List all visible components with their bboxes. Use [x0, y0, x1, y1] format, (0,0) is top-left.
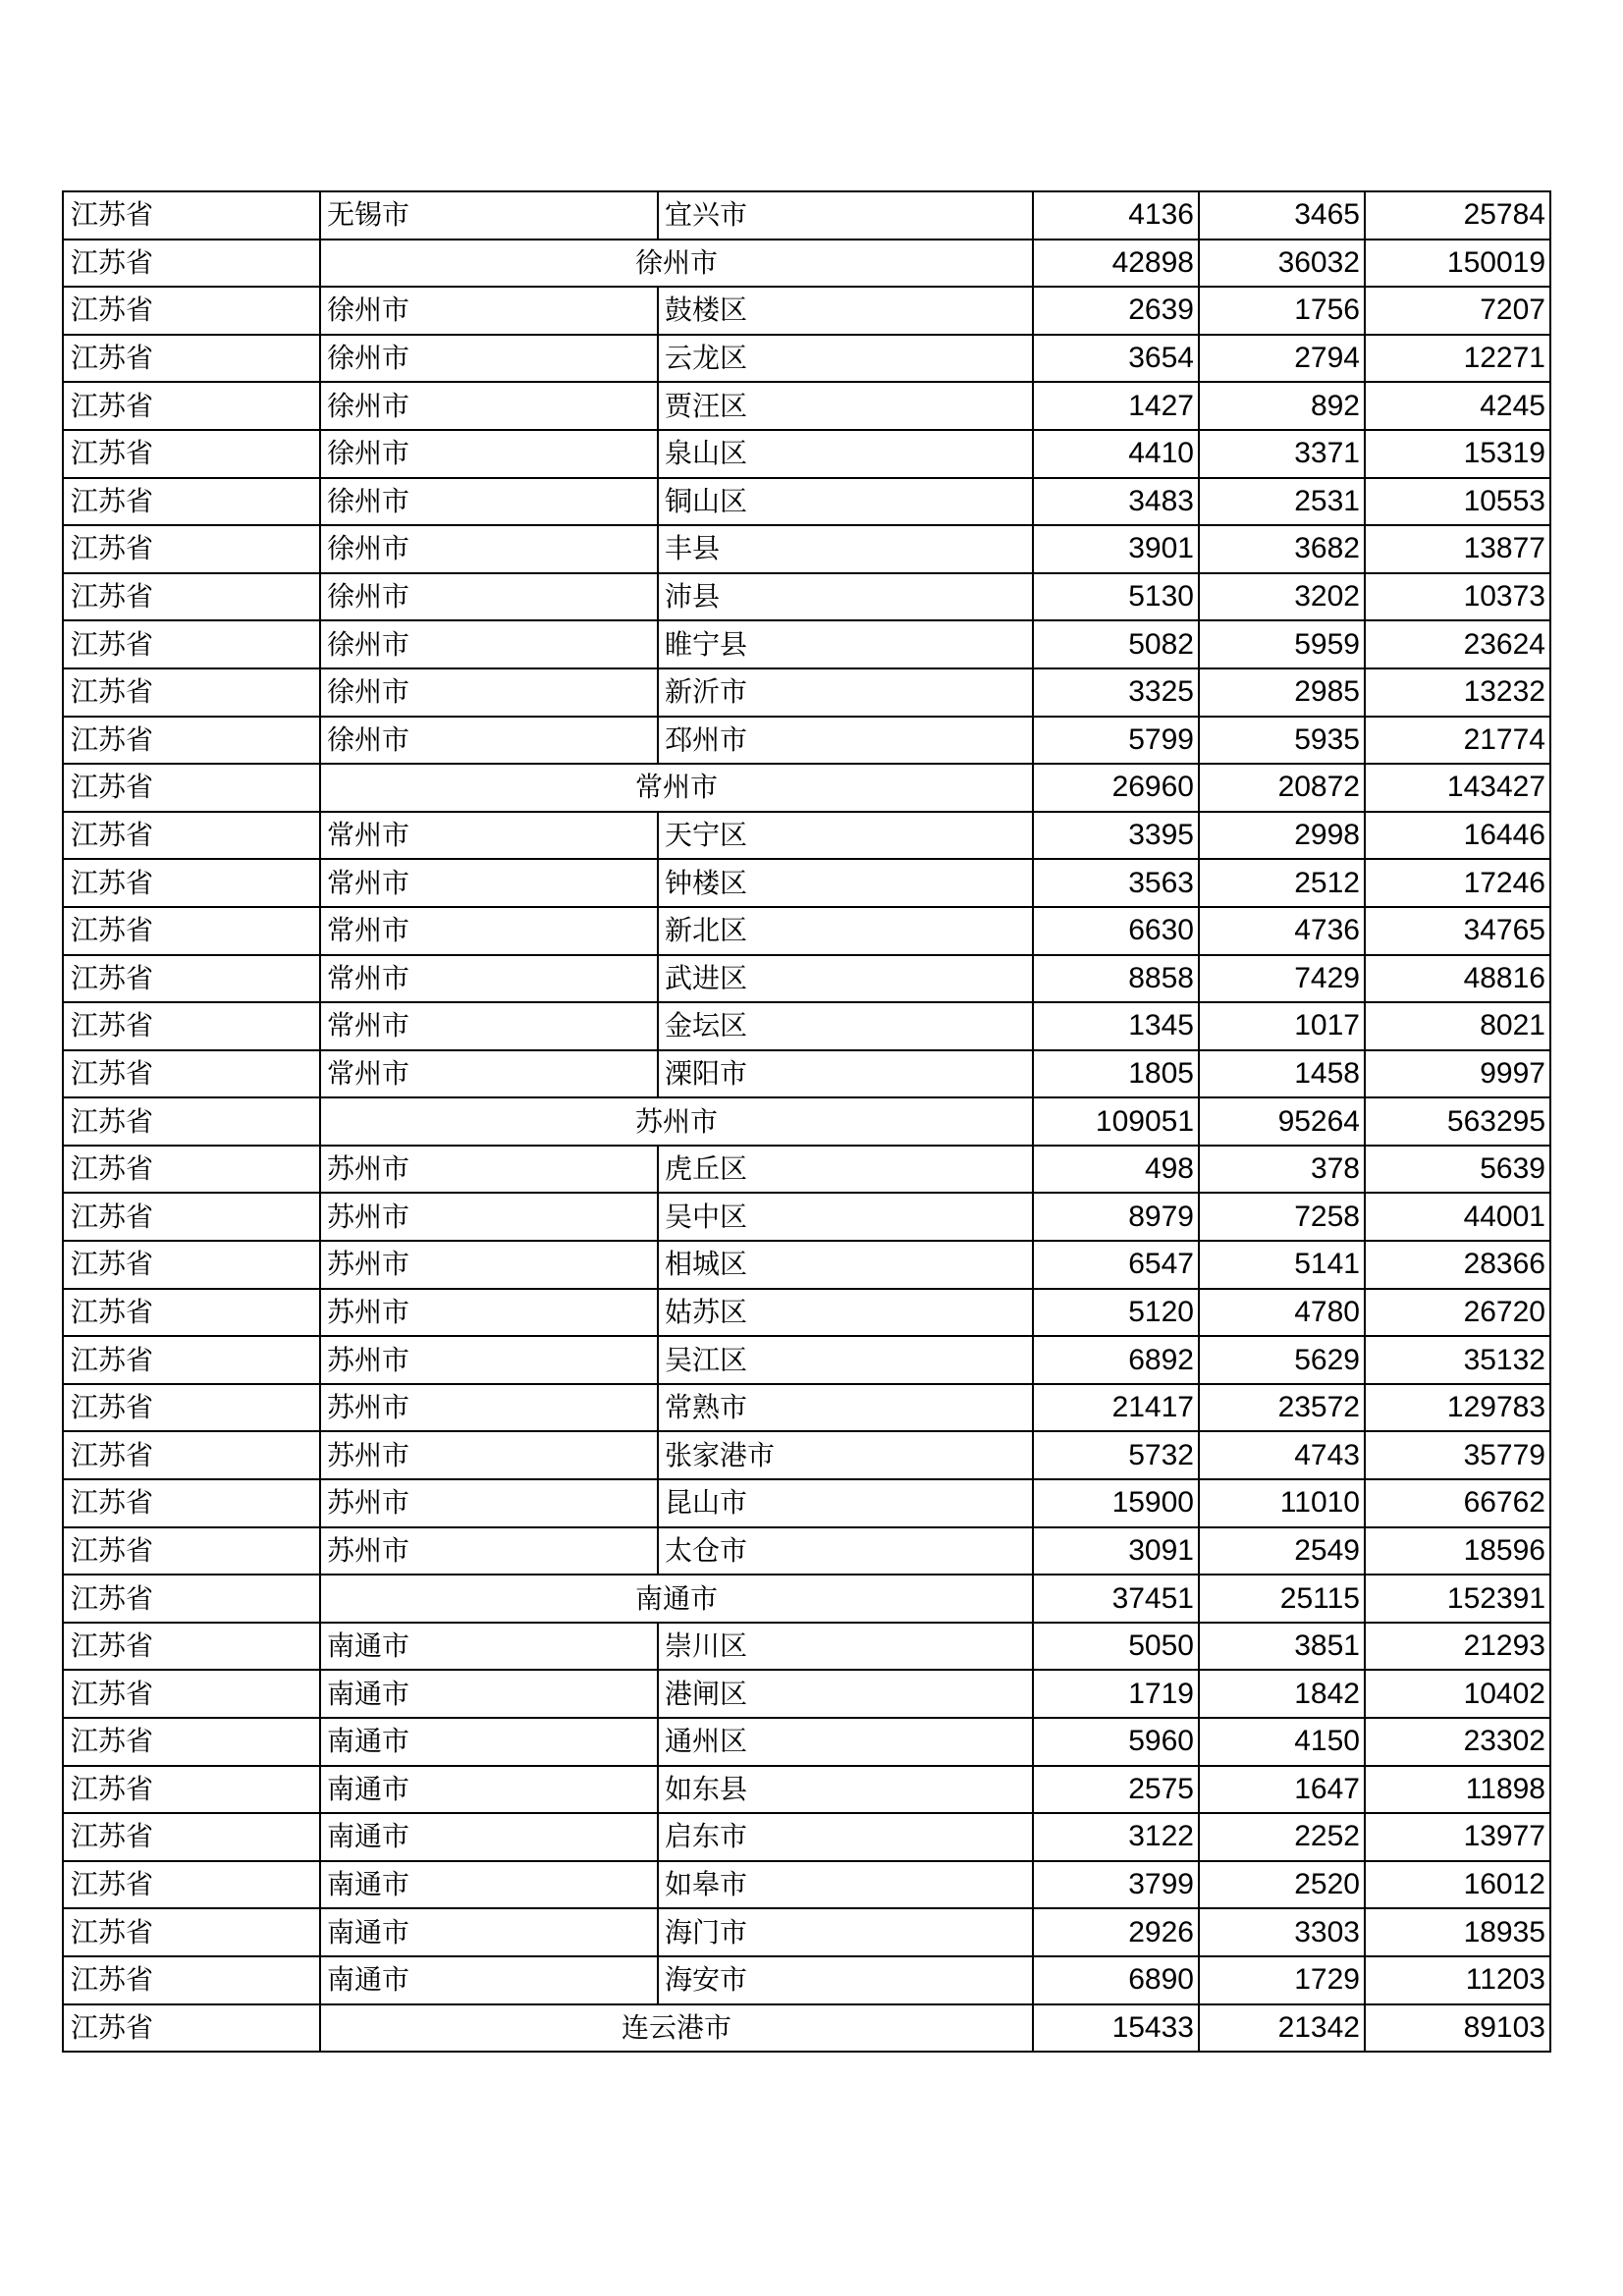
district-cell: 宜兴市 — [658, 191, 1033, 240]
district-cell: 新北区 — [658, 907, 1033, 955]
province-cell: 江苏省 — [63, 1146, 320, 1194]
table-body — [63, 191, 1550, 2052]
province-cell: 江苏省 — [63, 907, 320, 955]
province-cell: 江苏省 — [63, 764, 320, 812]
province-cell: 江苏省 — [63, 668, 320, 717]
value-cell-1: 4136 — [1033, 191, 1199, 240]
province-cell: 江苏省 — [63, 1766, 320, 1814]
value-cell-2: 3202 — [1199, 573, 1365, 621]
value-cell-1: 5050 — [1033, 1623, 1199, 1671]
value-cell-2: 1756 — [1199, 287, 1365, 335]
value-cell-2: 5141 — [1199, 1241, 1365, 1289]
province-cell: 江苏省 — [63, 573, 320, 621]
value-cell-3: 11898 — [1365, 1766, 1550, 1814]
table-row — [63, 955, 1550, 1003]
value-cell-3: 25784 — [1365, 191, 1550, 240]
city-cell: 南通市 — [320, 1670, 658, 1718]
value-cell-3: 21293 — [1365, 1623, 1550, 1671]
city-cell: 苏州市 — [320, 1384, 658, 1432]
province-cell: 江苏省 — [63, 1861, 320, 1909]
city-cell: 苏州市 — [320, 1193, 658, 1241]
value-cell-2: 1729 — [1199, 1956, 1365, 2004]
value-cell-1: 1805 — [1033, 1050, 1199, 1098]
value-cell-1: 2575 — [1033, 1766, 1199, 1814]
value-cell-2: 7258 — [1199, 1193, 1365, 1241]
city-cell: 苏州市 — [320, 1289, 658, 1337]
table-row — [63, 1241, 1550, 1289]
value-cell-3: 44001 — [1365, 1193, 1550, 1241]
district-cell: 常熟市 — [658, 1384, 1033, 1432]
value-cell-1: 8979 — [1033, 1193, 1199, 1241]
district-cell: 贾汪区 — [658, 382, 1033, 430]
city-cell: 常州市 — [320, 1050, 658, 1098]
district-cell: 武进区 — [658, 955, 1033, 1003]
province-cell: 江苏省 — [63, 1431, 320, 1479]
province-cell: 江苏省 — [63, 430, 320, 478]
city-total-cell: 徐州市 — [320, 240, 1033, 288]
value-cell-2: 2985 — [1199, 668, 1365, 717]
city-total-row — [63, 764, 1550, 812]
value-cell-1: 498 — [1033, 1146, 1199, 1194]
table-row — [63, 335, 1550, 383]
value-cell-1: 6547 — [1033, 1241, 1199, 1289]
value-cell-1: 3563 — [1033, 859, 1199, 907]
district-cell: 港闸区 — [658, 1670, 1033, 1718]
value-cell-3: 11203 — [1365, 1956, 1550, 2004]
city-cell: 南通市 — [320, 1956, 658, 2004]
value-cell-3: 21774 — [1365, 717, 1550, 765]
value-cell-3: 12271 — [1365, 335, 1550, 383]
value-cell-1: 42898 — [1033, 240, 1199, 288]
value-cell-2: 3303 — [1199, 1908, 1365, 1956]
city-cell: 南通市 — [320, 1908, 658, 1956]
province-cell: 江苏省 — [63, 1002, 320, 1050]
province-cell: 江苏省 — [63, 1813, 320, 1861]
province-cell: 江苏省 — [63, 1384, 320, 1432]
province-cell: 江苏省 — [63, 620, 320, 668]
value-cell-1: 3091 — [1033, 1527, 1199, 1575]
value-cell-2: 25115 — [1199, 1575, 1365, 1623]
value-cell-1: 6630 — [1033, 907, 1199, 955]
city-cell: 常州市 — [320, 812, 658, 860]
province-cell: 江苏省 — [63, 1575, 320, 1623]
value-cell-1: 3654 — [1033, 335, 1199, 383]
province-cell: 江苏省 — [63, 335, 320, 383]
value-cell-1: 21417 — [1033, 1384, 1199, 1432]
value-cell-3: 66762 — [1365, 1479, 1550, 1527]
table-row — [63, 1384, 1550, 1432]
district-cell: 张家港市 — [658, 1431, 1033, 1479]
district-cell: 姑苏区 — [658, 1289, 1033, 1337]
province-cell: 江苏省 — [63, 525, 320, 573]
table-row — [63, 1527, 1550, 1575]
district-cell: 太仓市 — [658, 1527, 1033, 1575]
value-cell-3: 10402 — [1365, 1670, 1550, 1718]
district-cell: 鼓楼区 — [658, 287, 1033, 335]
table-row — [63, 1193, 1550, 1241]
table-row — [63, 668, 1550, 717]
value-cell-1: 15900 — [1033, 1479, 1199, 1527]
city-cell: 徐州市 — [320, 478, 658, 526]
district-cell: 天宁区 — [658, 812, 1033, 860]
table-row — [63, 1431, 1550, 1479]
city-cell: 苏州市 — [320, 1241, 658, 1289]
value-cell-2: 4150 — [1199, 1718, 1365, 1766]
province-cell: 江苏省 — [63, 1479, 320, 1527]
value-cell-3: 13877 — [1365, 525, 1550, 573]
table-row — [63, 907, 1550, 955]
table-row — [63, 1002, 1550, 1050]
value-cell-1: 5082 — [1033, 620, 1199, 668]
district-cell: 睢宁县 — [658, 620, 1033, 668]
value-cell-2: 4736 — [1199, 907, 1365, 955]
province-cell: 江苏省 — [63, 1527, 320, 1575]
city-cell: 徐州市 — [320, 668, 658, 717]
value-cell-1: 3483 — [1033, 478, 1199, 526]
value-cell-2: 5629 — [1199, 1336, 1365, 1384]
table-row — [63, 1718, 1550, 1766]
value-cell-1: 1345 — [1033, 1002, 1199, 1050]
value-cell-3: 16012 — [1365, 1861, 1550, 1909]
district-cell: 邳州市 — [658, 717, 1033, 765]
table-row — [63, 1766, 1550, 1814]
value-cell-3: 150019 — [1365, 240, 1550, 288]
city-total-row — [63, 1097, 1550, 1146]
table-row — [63, 1289, 1550, 1337]
value-cell-3: 5639 — [1365, 1146, 1550, 1194]
province-cell: 江苏省 — [63, 1908, 320, 1956]
value-cell-1: 6892 — [1033, 1336, 1199, 1384]
city-total-row — [63, 2004, 1550, 2053]
district-cell: 启东市 — [658, 1813, 1033, 1861]
province-cell: 江苏省 — [63, 1336, 320, 1384]
district-cell: 新沂市 — [658, 668, 1033, 717]
value-cell-3: 10373 — [1365, 573, 1550, 621]
table-row — [63, 1336, 1550, 1384]
value-cell-3: 152391 — [1365, 1575, 1550, 1623]
value-cell-1: 2639 — [1033, 287, 1199, 335]
value-cell-3: 28366 — [1365, 1241, 1550, 1289]
city-cell: 徐州市 — [320, 620, 658, 668]
value-cell-3: 10553 — [1365, 478, 1550, 526]
city-cell: 无锡市 — [320, 191, 658, 240]
city-cell: 苏州市 — [320, 1527, 658, 1575]
value-cell-2: 2794 — [1199, 335, 1365, 383]
value-cell-1: 3799 — [1033, 1861, 1199, 1909]
city-cell: 徐州市 — [320, 382, 658, 430]
table-row — [63, 478, 1550, 526]
value-cell-2: 3465 — [1199, 191, 1365, 240]
value-cell-2: 21342 — [1199, 2004, 1365, 2053]
table-row — [63, 1956, 1550, 2004]
table-row — [63, 812, 1550, 860]
city-cell: 苏州市 — [320, 1146, 658, 1194]
table-row — [63, 1813, 1550, 1861]
district-cell: 崇川区 — [658, 1623, 1033, 1671]
value-cell-3: 23624 — [1365, 620, 1550, 668]
value-cell-1: 3901 — [1033, 525, 1199, 573]
province-cell: 江苏省 — [63, 955, 320, 1003]
value-cell-3: 563295 — [1365, 1097, 1550, 1146]
province-cell: 江苏省 — [63, 1289, 320, 1337]
city-cell: 苏州市 — [320, 1479, 658, 1527]
district-cell: 云龙区 — [658, 335, 1033, 383]
value-cell-1: 3325 — [1033, 668, 1199, 717]
value-cell-2: 11010 — [1199, 1479, 1365, 1527]
district-cell: 如东县 — [658, 1766, 1033, 1814]
value-cell-3: 34765 — [1365, 907, 1550, 955]
city-cell: 徐州市 — [320, 717, 658, 765]
value-cell-3: 18935 — [1365, 1908, 1550, 1956]
value-cell-3: 13977 — [1365, 1813, 1550, 1861]
table-row — [63, 1050, 1550, 1098]
province-cell: 江苏省 — [63, 717, 320, 765]
value-cell-1: 3395 — [1033, 812, 1199, 860]
value-cell-3: 35132 — [1365, 1336, 1550, 1384]
table-row — [63, 1479, 1550, 1527]
city-cell: 徐州市 — [320, 335, 658, 383]
value-cell-2: 1647 — [1199, 1766, 1365, 1814]
city-cell: 南通市 — [320, 1718, 658, 1766]
value-cell-3: 143427 — [1365, 764, 1550, 812]
province-cell: 江苏省 — [63, 1050, 320, 1098]
city-cell: 常州市 — [320, 907, 658, 955]
province-cell: 江苏省 — [63, 812, 320, 860]
value-cell-3: 8021 — [1365, 1002, 1550, 1050]
table-row — [63, 1623, 1550, 1671]
city-cell: 苏州市 — [320, 1431, 658, 1479]
city-cell: 常州市 — [320, 859, 658, 907]
value-cell-1: 5960 — [1033, 1718, 1199, 1766]
table-row — [63, 430, 1550, 478]
city-cell: 徐州市 — [320, 430, 658, 478]
city-total-row — [63, 1575, 1550, 1623]
value-cell-3: 48816 — [1365, 955, 1550, 1003]
city-total-row — [63, 240, 1550, 288]
province-cell: 江苏省 — [63, 287, 320, 335]
value-cell-2: 5935 — [1199, 717, 1365, 765]
city-cell: 苏州市 — [320, 1336, 658, 1384]
table-row — [63, 191, 1550, 240]
value-cell-1: 1719 — [1033, 1670, 1199, 1718]
district-cell: 吴江区 — [658, 1336, 1033, 1384]
statistics-table — [62, 190, 1551, 2053]
city-total-cell: 常州市 — [320, 764, 1033, 812]
table-row — [63, 1861, 1550, 1909]
district-cell: 海门市 — [658, 1908, 1033, 1956]
value-cell-1: 15433 — [1033, 2004, 1199, 2053]
value-cell-1: 4410 — [1033, 430, 1199, 478]
value-cell-3: 129783 — [1365, 1384, 1550, 1432]
district-cell: 铜山区 — [658, 478, 1033, 526]
value-cell-1: 8858 — [1033, 955, 1199, 1003]
value-cell-3: 4245 — [1365, 382, 1550, 430]
district-cell: 海安市 — [658, 1956, 1033, 2004]
district-cell: 通州区 — [658, 1718, 1033, 1766]
city-cell: 常州市 — [320, 1002, 658, 1050]
value-cell-2: 2531 — [1199, 478, 1365, 526]
value-cell-2: 95264 — [1199, 1097, 1365, 1146]
value-cell-2: 20872 — [1199, 764, 1365, 812]
city-cell: 南通市 — [320, 1813, 658, 1861]
district-cell: 沛县 — [658, 573, 1033, 621]
table-row — [63, 859, 1550, 907]
city-cell: 南通市 — [320, 1623, 658, 1671]
value-cell-1: 5120 — [1033, 1289, 1199, 1337]
value-cell-2: 4780 — [1199, 1289, 1365, 1337]
table-row — [63, 573, 1550, 621]
value-cell-3: 23302 — [1365, 1718, 1550, 1766]
value-cell-1: 5799 — [1033, 717, 1199, 765]
value-cell-1: 2926 — [1033, 1908, 1199, 1956]
value-cell-3: 13232 — [1365, 668, 1550, 717]
value-cell-1: 1427 — [1033, 382, 1199, 430]
value-cell-1: 109051 — [1033, 1097, 1199, 1146]
province-cell: 江苏省 — [63, 1241, 320, 1289]
city-total-cell: 苏州市 — [320, 1097, 1033, 1146]
table-row — [63, 717, 1550, 765]
value-cell-3: 7207 — [1365, 287, 1550, 335]
value-cell-3: 18596 — [1365, 1527, 1550, 1575]
value-cell-1: 5130 — [1033, 573, 1199, 621]
value-cell-2: 2549 — [1199, 1527, 1365, 1575]
value-cell-2: 1458 — [1199, 1050, 1365, 1098]
province-cell: 江苏省 — [63, 1097, 320, 1146]
value-cell-3: 35779 — [1365, 1431, 1550, 1479]
value-cell-3: 9997 — [1365, 1050, 1550, 1098]
city-total-cell: 南通市 — [320, 1575, 1033, 1623]
province-cell: 江苏省 — [63, 191, 320, 240]
province-cell: 江苏省 — [63, 382, 320, 430]
value-cell-2: 7429 — [1199, 955, 1365, 1003]
district-cell: 相城区 — [658, 1241, 1033, 1289]
district-cell: 虎丘区 — [658, 1146, 1033, 1194]
value-cell-2: 3371 — [1199, 430, 1365, 478]
table-row — [63, 525, 1550, 573]
value-cell-2: 2998 — [1199, 812, 1365, 860]
table-row — [63, 1670, 1550, 1718]
value-cell-2: 4743 — [1199, 1431, 1365, 1479]
table-row — [63, 1146, 1550, 1194]
value-cell-1: 6890 — [1033, 1956, 1199, 2004]
district-cell: 泉山区 — [658, 430, 1033, 478]
value-cell-2: 3851 — [1199, 1623, 1365, 1671]
city-cell: 徐州市 — [320, 573, 658, 621]
value-cell-1: 5732 — [1033, 1431, 1199, 1479]
province-cell: 江苏省 — [63, 1670, 320, 1718]
table-row — [63, 1908, 1550, 1956]
value-cell-2: 2520 — [1199, 1861, 1365, 1909]
value-cell-1: 37451 — [1033, 1575, 1199, 1623]
value-cell-2: 1017 — [1199, 1002, 1365, 1050]
value-cell-2: 2252 — [1199, 1813, 1365, 1861]
table-row — [63, 620, 1550, 668]
province-cell: 江苏省 — [63, 478, 320, 526]
district-cell: 吴中区 — [658, 1193, 1033, 1241]
value-cell-2: 2512 — [1199, 859, 1365, 907]
province-cell: 江苏省 — [63, 1718, 320, 1766]
table-row — [63, 287, 1550, 335]
city-total-cell: 连云港市 — [320, 2004, 1033, 2053]
value-cell-3: 16446 — [1365, 812, 1550, 860]
value-cell-3: 89103 — [1365, 2004, 1550, 2053]
district-cell: 钟楼区 — [658, 859, 1033, 907]
province-cell: 江苏省 — [63, 1193, 320, 1241]
value-cell-2: 378 — [1199, 1146, 1365, 1194]
value-cell-1: 26960 — [1033, 764, 1199, 812]
value-cell-2: 36032 — [1199, 240, 1365, 288]
city-cell: 徐州市 — [320, 525, 658, 573]
value-cell-2: 1842 — [1199, 1670, 1365, 1718]
value-cell-3: 26720 — [1365, 1289, 1550, 1337]
city-cell: 徐州市 — [320, 287, 658, 335]
value-cell-2: 892 — [1199, 382, 1365, 430]
value-cell-3: 15319 — [1365, 430, 1550, 478]
city-cell: 常州市 — [320, 955, 658, 1003]
city-cell: 南通市 — [320, 1861, 658, 1909]
district-cell: 昆山市 — [658, 1479, 1033, 1527]
value-cell-2: 3682 — [1199, 525, 1365, 573]
province-cell: 江苏省 — [63, 2004, 320, 2053]
value-cell-2: 5959 — [1199, 620, 1365, 668]
district-cell: 丰县 — [658, 525, 1033, 573]
value-cell-2: 23572 — [1199, 1384, 1365, 1432]
district-cell: 溧阳市 — [658, 1050, 1033, 1098]
value-cell-3: 17246 — [1365, 859, 1550, 907]
district-cell: 如皋市 — [658, 1861, 1033, 1909]
district-cell: 金坛区 — [658, 1002, 1033, 1050]
province-cell: 江苏省 — [63, 240, 320, 288]
province-cell: 江苏省 — [63, 859, 320, 907]
province-cell: 江苏省 — [63, 1623, 320, 1671]
province-cell: 江苏省 — [63, 1956, 320, 2004]
table-row — [63, 382, 1550, 430]
city-cell: 南通市 — [320, 1766, 658, 1814]
value-cell-1: 3122 — [1033, 1813, 1199, 1861]
